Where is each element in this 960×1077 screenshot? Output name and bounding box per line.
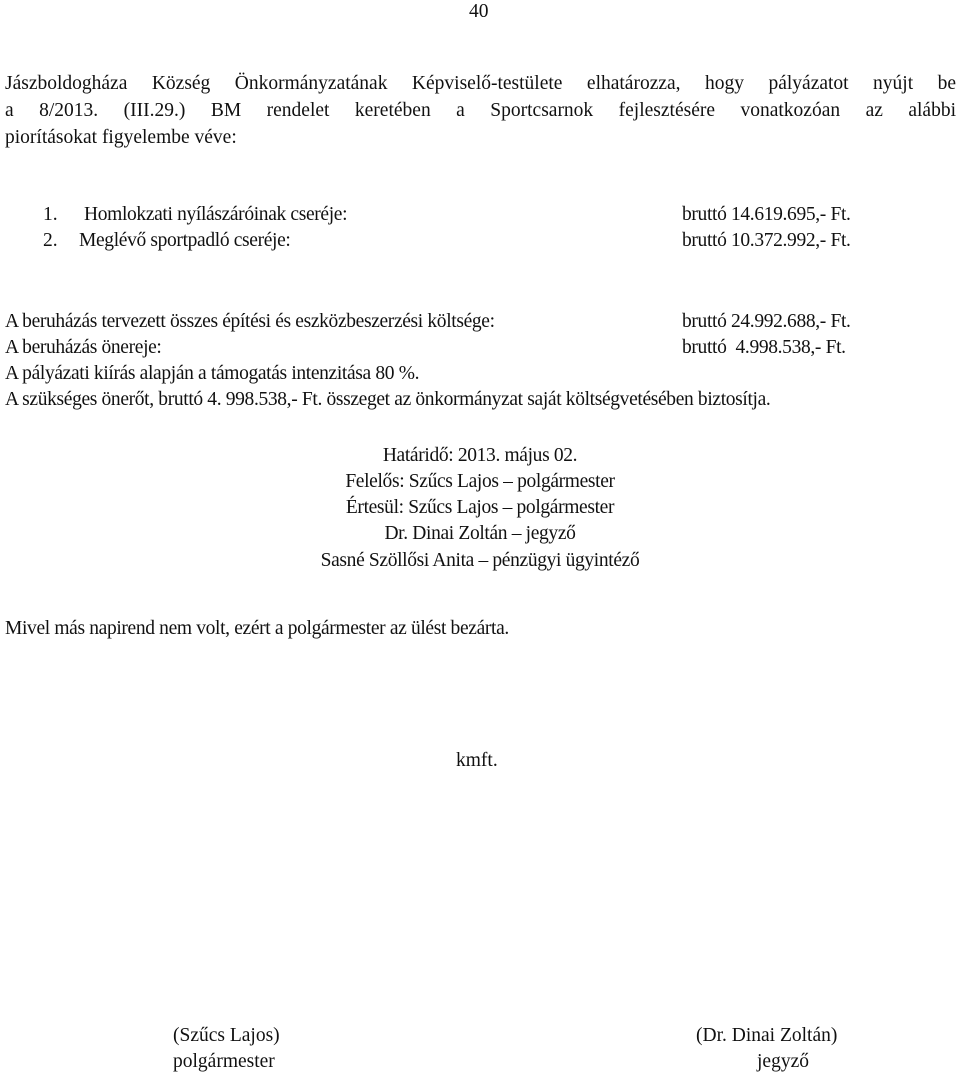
notified: Értesül: Szűcs Lajos – polgármester — [345, 497, 615, 518]
support-intensity: A pályázati kiírás alapján a támogatás intenzitása 80 %. — [5, 363, 420, 384]
list-item-number: 1. — [43, 204, 58, 225]
list-item-number: 2. — [43, 230, 58, 251]
own-contribution-label: A beruházás önereje: — [5, 337, 162, 358]
list-item-amount: bruttó 10.372.992,- Ft. — [682, 230, 851, 251]
right-signatory-title: jegyző — [757, 1051, 809, 1072]
intro-line-2: a 8/2013. (III.29.) BM rendelet keretében a Sportcsarnok fejlesztésére vonatkozóan az alábbi — [5, 100, 956, 121]
own-funding-statement: A szükséges önerőt, bruttó 4. 998.538,- Ft. összeget az önkormányzat saját költségvetésében biztosítja. — [5, 389, 771, 410]
right-signatory-name: (Dr. Dinai Zoltán) — [696, 1025, 838, 1046]
list-item-label: Meglévő sportpadló cseréje: — [79, 230, 291, 251]
kmft: kmft. — [456, 750, 498, 771]
intro-line-1: Jászboldogháza Község Önkormányzatának Képviselő-testülete elhatározza, hogy pályázatot nyújt be — [5, 73, 956, 94]
responsible: Felelős: Szűcs Lajos – polgármester — [345, 471, 615, 492]
left-signatory-name: (Szűcs Lajos) — [173, 1025, 280, 1046]
notified-notary: Dr. Dinai Zoltán – jegyző — [384, 523, 576, 544]
total-cost-label: A beruházás tervezett összes építési és eszközbeszerzési költsége: — [5, 311, 495, 332]
own-contribution-amount: bruttó 4.998.538,- Ft. — [682, 337, 846, 358]
notified-finance: Sasné Szöllősi Anita – pénzügyi ügyintéző — [320, 550, 640, 571]
deadline: Határidő: 2013. május 02. — [382, 445, 578, 466]
intro-line-3: piorításokat figyelembe véve: — [5, 127, 237, 148]
list-item-amount: bruttó 14.619.695,- Ft. — [682, 204, 851, 225]
left-signatory-title: polgármester — [173, 1051, 275, 1072]
page-number: 40 — [469, 1, 489, 22]
closing-statement: Mivel más napirend nem volt, ezért a polgármester az ülést bezárta. — [5, 618, 509, 639]
list-item-label: Homlokzati nyílászáróinak cseréje: — [84, 204, 348, 225]
total-cost-amount: bruttó 24.992.688,- Ft. — [682, 311, 851, 332]
